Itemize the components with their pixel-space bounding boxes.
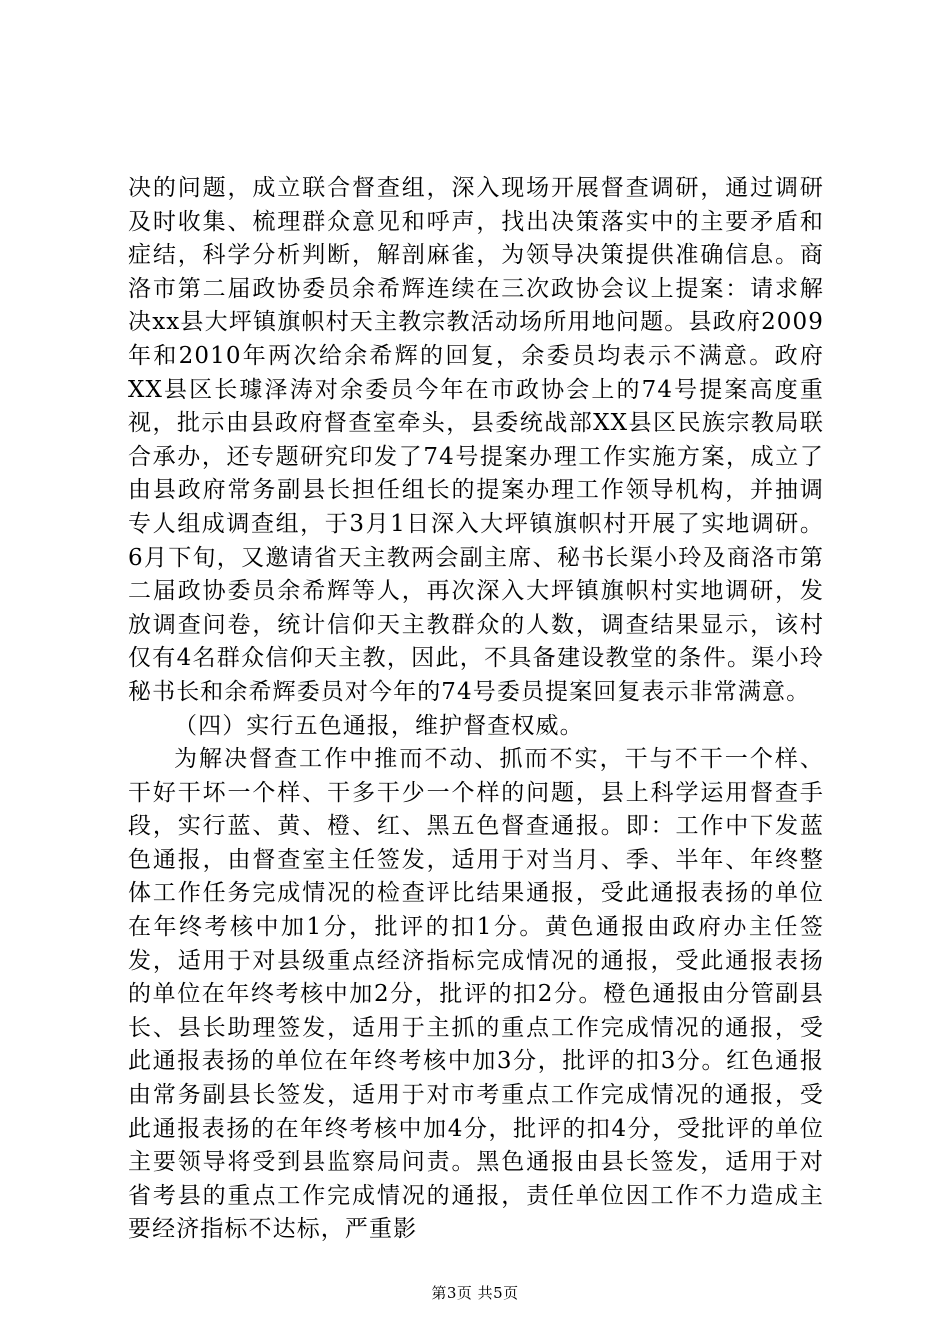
section-heading: （四）实行五色通报，维护督查权威。 bbox=[174, 712, 584, 739]
paragraph-five-color-report: 为解决督查工作中推而不动、抓而不实，干与不干一个样、干好干坏一个样、干多干少一个样的问题，县上科学运用督查手段，实行蓝、黄、橙、红、黑五色督查通报。即：工作中下发蓝色通报，由督查室主任签发，适用于对当月、季、半年、年终整体工作任务完成情况的检查评比结果通报，受此通报表扬的单位在年终考核中加1分，批评的扣1分。黄色通报由政府办主任签发，适用于对县级重点经济指标完成情况的通报，受此通报表扬的单位在年终考核中加2分，批评的扣2分。橙色通报由分管副县长、县长助理签发，适用于主抓的重点工作完成情况的通报，受此通报表扬的单位在年终考核中加3分，批评的扣3分。红色通报由常务副县长签发，适用于对市考重点工作完成情况的通报，受此通报表扬的在年终考核中加4分，批评的扣4分，受批评的单位主要领导将受到县监察局问责。黑色通报由县长签发，适用于对省考县的重点工作完成情况的通报，责任单位因工作不力造成主要经济指标不达标，严重影 bbox=[128, 746, 824, 1243]
document-body bbox=[128, 172, 824, 1247]
page-footer: 第3页 共5页 bbox=[431, 1284, 519, 1302]
paragraph-continuation: 决的问题，成立联合督查组，深入现场开展督查调研，通过调研及时收集、梳理群众意见和呼声，找出决策落实中的主要矛盾和症结，科学分析判断，解剖麻雀，为领导决策提供准确信息。商洛市第二届政协委员余希辉连续在三次政协会议上提案：请求解决xx县大坪镇旗帜村天主教宗教活动场所用地问题。县政府2009年和2010年两次给余希辉的回复，余委员均表示不满意。政府XX县区长璩泽涛对余委员今年在市政协会上的74号提案高度重视，批示由县政府督查室牵头，县委统战部XX县区民族宗教局联合承办，还专题研究印发了74号提案办理工作实施方案，成立了由县政府常务副县长担任组长的提案办理工作领导机构，并抽调专人组成调查组，于3月1日深入大坪镇旗帜村开展了实地调研。6月下旬，又邀请省天主教两会副主席、秘书长渠小玲及商洛市第二届政协委员余希辉等人，再次深入大坪镇旗帜村实地调研，发放调查问卷，统计信仰天主教群众的人数，调查结果显示，该村仅有4名群众信仰天主教，因此，不具备建设教堂的条件。渠小玲秘书长和余希辉委员对今年的74号委员提案回复表示非常满意。 bbox=[128, 175, 824, 705]
